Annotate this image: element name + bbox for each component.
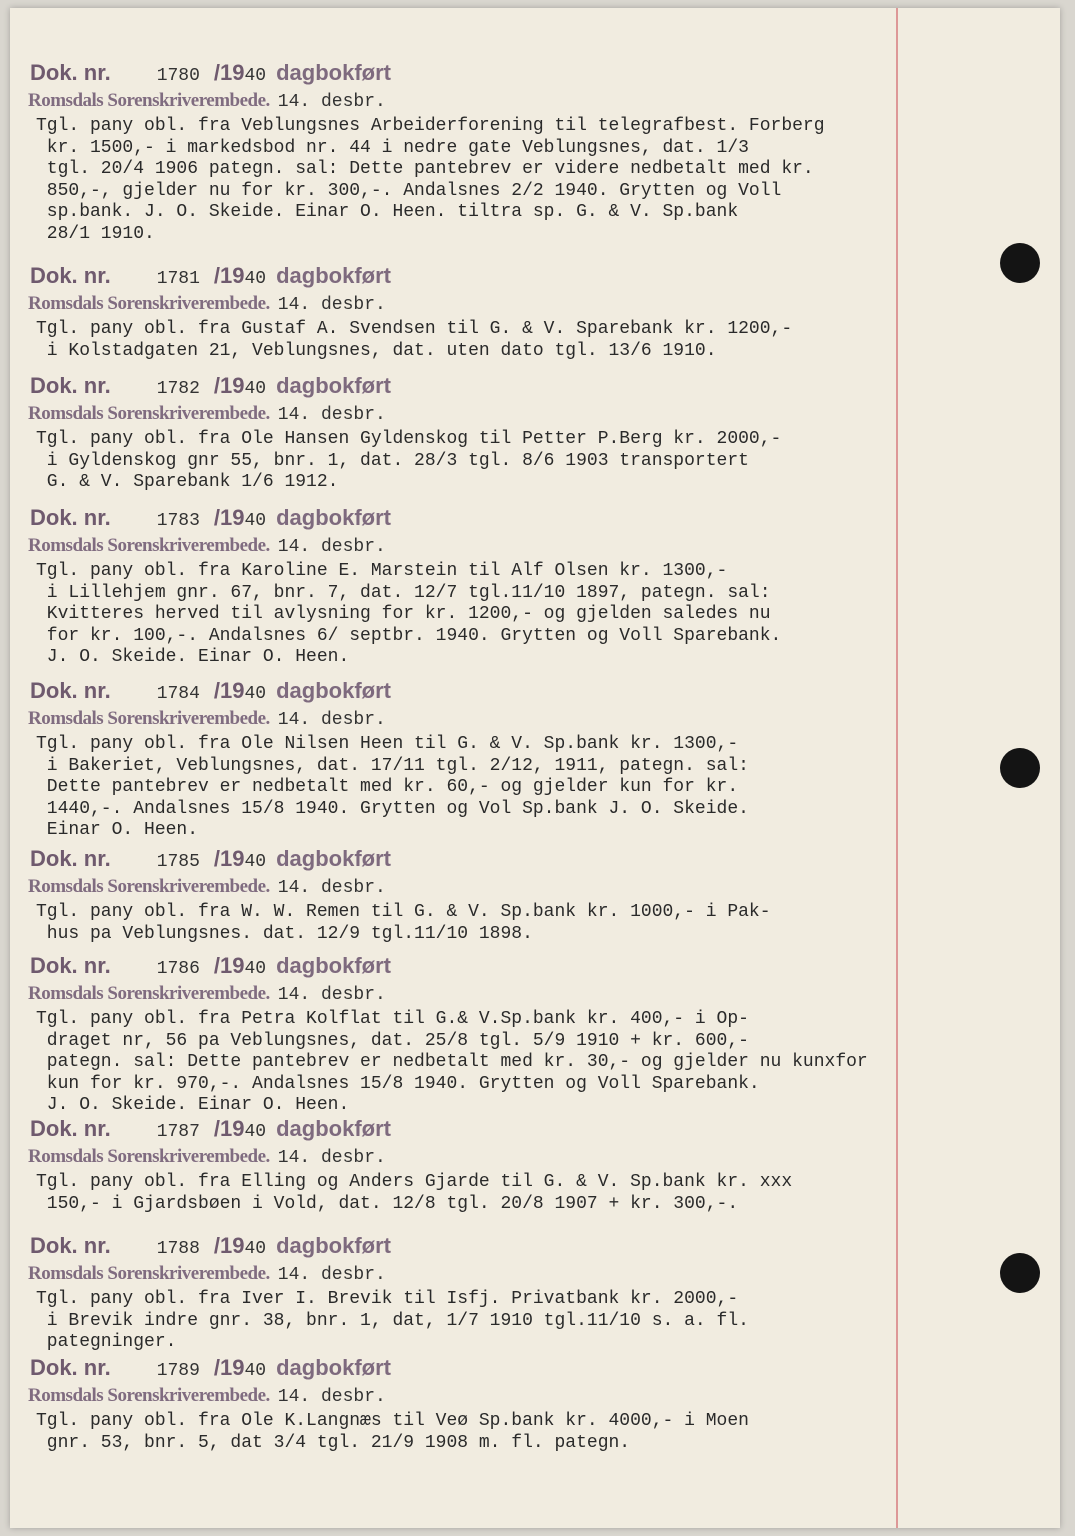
office-name: Romsdals Sorenskriverembede.	[28, 1385, 270, 1406]
office-name: Romsdals Sorenskriverembede.	[28, 293, 270, 314]
year-prefix: /19	[213, 505, 245, 530]
office-name: Romsdals Sorenskriverembede.	[28, 983, 270, 1004]
year-suffix: 40	[244, 1122, 267, 1142]
dagbokfort-stamp: dagbokført	[276, 846, 391, 871]
entry-date: 14. desbr.	[277, 92, 386, 112]
entry-date: 14. desbr.	[277, 537, 386, 557]
doc-number-stamp	[30, 373, 391, 399]
dagbokfort-stamp: dagbokført	[276, 953, 391, 978]
doc-number-stamp	[30, 1355, 391, 1381]
doc-label: Dok. nr.	[30, 953, 111, 978]
entry-date: 14. desbr.	[277, 1148, 386, 1168]
doc-number-stamp	[30, 1116, 391, 1142]
text-line: i Brevik indre gnr. 38, bnr. 1, dat, 1/7 1910 tgl.11/10 s. a. fl.	[36, 1310, 749, 1331]
year-prefix: /19	[213, 1233, 245, 1258]
entry-date: 14. desbr.	[277, 405, 386, 425]
dagbokfort-stamp: dagbokført	[276, 1355, 391, 1380]
doc-number-stamp	[30, 505, 391, 531]
office-stamp	[28, 90, 386, 112]
text-line: 850,-, gjelder nu for kr. 300,-. Andalsnes 2/2 1940. Grytten og Voll	[36, 180, 782, 201]
text-line: J. O. Skeide. Einar O. Heen.	[36, 1095, 350, 1115]
office-stamp	[28, 983, 386, 1005]
text-line: G. & V. Sparebank 1/6 1912.	[36, 472, 339, 492]
office-name: Romsdals Sorenskriverembede.	[28, 403, 270, 424]
office-stamp	[28, 293, 386, 315]
text-line: draget nr, 56 pa Veblungsnes, dat. 25/8 tgl. 5/9 1910 + kr. 600,-	[36, 1030, 749, 1051]
dagbokfort-stamp: dagbokført	[276, 678, 391, 703]
text-line: Tgl. pany obl. fra Elling og Anders Gjarde til G. & V. Sp.bank kr. xxx	[36, 1172, 793, 1192]
doc-number: 1783	[156, 511, 200, 531]
office-stamp	[28, 876, 386, 898]
document-page	[10, 8, 1060, 1528]
office-name: Romsdals Sorenskriverembede.	[28, 1263, 270, 1284]
margin-rule	[896, 8, 898, 1528]
punch-hole-bottom	[1000, 1253, 1040, 1293]
office-name: Romsdals Sorenskriverembede.	[28, 1146, 270, 1167]
text-line: 150,- i Gjardsbøen i Vold, dat. 12/8 tgl. 20/8 1907 + kr. 300,-.	[36, 1193, 739, 1214]
text-line: Tgl. pany obl. fra Gustaf A. Svendsen til G. & V. Sparebank kr. 1200,-	[36, 319, 793, 339]
text-line: Dette pantebrev er nedbetalt med kr. 60,- og gjelder kun for kr.	[36, 777, 739, 797]
text-line: Tgl. pany obl. fra Ole K.Langnæs til Veø Sp.bank kr. 4000,- i Moen	[36, 1411, 749, 1431]
office-stamp	[28, 1385, 386, 1407]
office-stamp	[28, 708, 386, 730]
entry-text	[36, 902, 771, 945]
doc-label: Dok. nr.	[30, 263, 111, 288]
dagbokfort-stamp: dagbokført	[276, 60, 391, 85]
text-line: Tgl. pany obl. fra Petra Kolflat til G.& V.Sp.bank kr. 400,- i Op-	[36, 1009, 749, 1029]
doc-number-stamp	[30, 846, 391, 872]
entry-date: 14. desbr.	[277, 710, 386, 730]
year-prefix: /19	[213, 953, 245, 978]
entry-date: 14. desbr.	[277, 985, 386, 1005]
text-line: pategninger.	[36, 1332, 177, 1352]
text-line: hus pa Veblungsnes. dat. 12/9 tgl.11/10 1898.	[36, 923, 533, 944]
text-line: i Bakeriet, Veblungsnes, dat. 17/11 tgl. 2/12, 1911, pategn. sal:	[36, 755, 749, 776]
doc-label: Dok. nr.	[30, 1116, 111, 1141]
doc-number: 1781	[156, 269, 200, 289]
doc-number-stamp	[30, 1233, 391, 1259]
text-line: for kr. 100,-. Andalsnes 6/ septbr. 1940. Grytten og Voll Sparebank.	[36, 625, 782, 646]
text-line: Tgl. pany obl. fra Ole Hansen Gyldenskog til Petter P.Berg kr. 2000,-	[36, 429, 782, 449]
entry-text	[36, 319, 792, 362]
year-suffix: 40	[244, 1239, 267, 1259]
doc-number-stamp	[30, 678, 391, 704]
text-line: gnr. 53, bnr. 5, dat 3/4 tgl. 21/9 1908 m. fl. pategn.	[36, 1432, 631, 1453]
text-line: kun for kr. 970,-. Andalsnes 15/8 1940. Grytten og Voll Sparebank.	[36, 1073, 760, 1094]
doc-number-stamp	[30, 953, 391, 979]
doc-label: Dok. nr.	[30, 678, 111, 703]
entry-date: 14. desbr.	[277, 1265, 386, 1285]
year-prefix: /19	[213, 1116, 245, 1141]
year-suffix: 40	[244, 269, 267, 289]
text-line: kr. 1500,- i markedsbod nr. 44 i nedre gate Veblungsnes, dat. 1/3	[36, 137, 749, 158]
text-line: pategn. sal: Dette pantebrev er nedbetalt med kr. 30,- og gjelder nu kunxfor	[36, 1052, 868, 1072]
text-line: i Gyldenskog gnr 55, bnr. 1, dat. 28/3 tgl. 8/6 1903 transportert	[36, 450, 749, 471]
year-prefix: /19	[213, 60, 245, 85]
entry-date: 14. desbr.	[277, 1387, 386, 1407]
text-line: i Kolstadgaten 21, Veblungsnes, dat. uten dato tgl. 13/6 1910.	[36, 340, 717, 361]
text-line: Einar O. Heen.	[36, 820, 199, 840]
text-line: tgl. 20/4 1906 pategn. sal: Dette pantebrev er videre nedbetalt med kr.	[36, 159, 814, 179]
year-prefix: /19	[213, 1355, 245, 1380]
office-stamp	[28, 1146, 386, 1168]
year-suffix: 40	[244, 684, 267, 704]
dagbokfort-stamp: dagbokført	[276, 1233, 391, 1258]
entry-text	[36, 1289, 749, 1354]
text-line: Tgl. pany obl. fra Ole Nilsen Heen til G. & V. Sp.bank kr. 1300,-	[36, 734, 739, 754]
dagbokfort-stamp: dagbokført	[276, 263, 391, 288]
text-line: Kvitteres herved til avlysning for kr. 1200,- og gjelden saledes nu	[36, 604, 771, 624]
dagbokfort-stamp: dagbokført	[276, 505, 391, 530]
punch-hole-middle	[1000, 748, 1040, 788]
text-line: Tgl. pany obl. fra Veblungsnes Arbeiderforening til telegrafbest. Forberg	[36, 116, 825, 136]
year-prefix: /19	[213, 373, 245, 398]
year-prefix: /19	[213, 846, 245, 871]
doc-number: 1784	[156, 684, 200, 704]
doc-number: 1785	[156, 852, 200, 872]
year-prefix: /19	[213, 678, 245, 703]
doc-number: 1786	[156, 959, 200, 979]
entry-text	[36, 734, 749, 842]
doc-number: 1787	[156, 1122, 200, 1142]
entry-text	[36, 116, 825, 245]
office-stamp	[28, 1263, 386, 1285]
doc-number: 1789	[156, 1361, 200, 1381]
text-line: sp.bank. J. O. Skeide. Einar O. Heen. tiltra sp. G. & V. Sp.bank	[36, 202, 739, 222]
entry-text	[36, 1172, 792, 1215]
year-prefix: /19	[213, 263, 245, 288]
office-name: Romsdals Sorenskriverembede.	[28, 535, 270, 556]
office-stamp	[28, 535, 386, 557]
entry-text	[36, 1009, 868, 1117]
doc-label: Dok. nr.	[30, 60, 111, 85]
entry-text	[36, 561, 781, 669]
dagbokfort-stamp: dagbokført	[276, 373, 391, 398]
doc-label: Dok. nr.	[30, 1355, 111, 1380]
punch-hole-top	[1000, 243, 1040, 283]
entry-text	[36, 1411, 749, 1454]
text-line: Tgl. pany obl. fra W. W. Remen til G. & V. Sp.bank kr. 1000,- i Pak-	[36, 902, 771, 922]
year-suffix: 40	[244, 959, 267, 979]
year-suffix: 40	[244, 66, 267, 86]
text-line: 1440,-. Andalsnes 15/8 1940. Grytten og Vol Sp.bank J. O. Skeide.	[36, 798, 749, 819]
doc-number-stamp	[30, 60, 391, 86]
entry-text	[36, 429, 781, 494]
doc-label: Dok. nr.	[30, 505, 111, 530]
year-suffix: 40	[244, 379, 267, 399]
text-line: i Lillehjem gnr. 67, bnr. 7, dat. 12/7 tgl.11/10 1897, pategn. sal:	[36, 582, 771, 603]
office-name: Romsdals Sorenskriverembede.	[28, 708, 270, 729]
doc-number: 1782	[156, 379, 200, 399]
doc-label: Dok. nr.	[30, 373, 111, 398]
doc-number: 1788	[156, 1239, 200, 1259]
year-suffix: 40	[244, 1361, 267, 1381]
doc-number-stamp	[30, 263, 391, 289]
year-suffix: 40	[244, 852, 267, 872]
doc-label: Dok. nr.	[30, 846, 111, 871]
office-name: Romsdals Sorenskriverembede.	[28, 90, 270, 111]
entry-date: 14. desbr.	[277, 295, 386, 315]
doc-number: 1780	[156, 66, 200, 86]
text-line: J. O. Skeide. Einar O. Heen.	[36, 647, 350, 667]
text-line: Tgl. pany obl. fra Karoline E. Marstein til Alf Olsen kr. 1300,-	[36, 561, 728, 581]
year-suffix: 40	[244, 511, 267, 531]
text-line: Tgl. pany obl. fra Iver I. Brevik til Isfj. Privatbank kr. 2000,-	[36, 1289, 739, 1309]
dagbokfort-stamp: dagbokført	[276, 1116, 391, 1141]
office-stamp	[28, 403, 386, 425]
doc-label: Dok. nr.	[30, 1233, 111, 1258]
office-name: Romsdals Sorenskriverembede.	[28, 876, 270, 897]
entry-date: 14. desbr.	[277, 878, 386, 898]
text-line: 28/1 1910.	[36, 223, 155, 244]
